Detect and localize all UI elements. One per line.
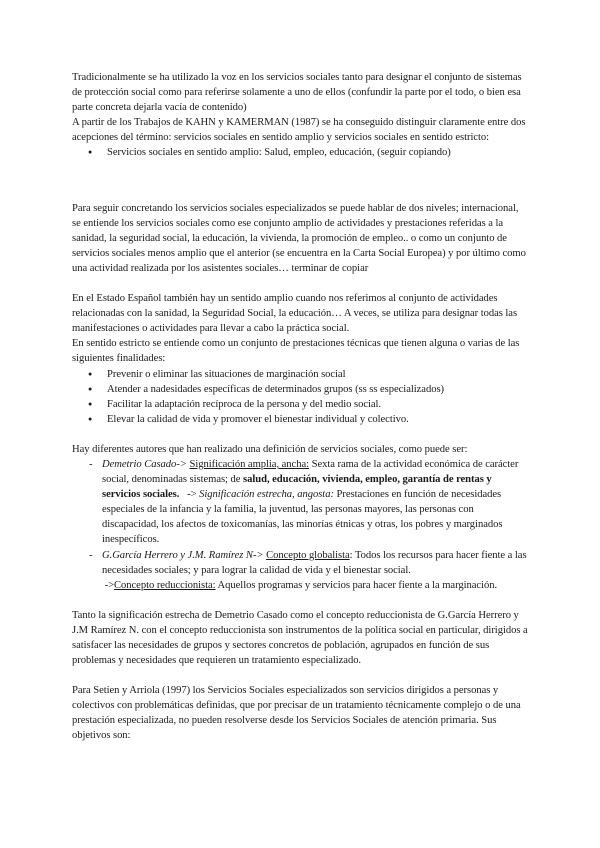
list-item: ● Prevenir o eliminar las situaciones de marginación social: [72, 367, 528, 382]
term-label: Concepto globalista: [266, 549, 350, 561]
author-name: Demetrio Casado->: [102, 458, 187, 470]
spacer: [72, 427, 528, 442]
definition-text: Sexta rama de la actividad económica de carácter social, denominadas sistemas; de: [102, 458, 519, 486]
list-item: ● Servicios sociales en sentido amplio: Salud, empleo, educación, (seguir copiando): [72, 145, 528, 160]
arrow-text: ->: [179, 489, 200, 501]
dash-list-autores: [72, 457, 528, 593]
spacer: [72, 668, 528, 683]
bullet-list-1: [72, 145, 528, 160]
definition-text: : Todos los recursos para hacer fiente a las necesidades sociales; y para lograr la calidad de vida y el bienestar social.: [102, 549, 527, 576]
term-label: Significación estrecha, angosta:: [199, 489, 334, 501]
term-label: Concepto reduccionista:: [114, 579, 216, 591]
arrow-text: ->: [102, 579, 115, 591]
definition-text: Prestaciones en función de necesidades especiales de la infancia y la familia, la juventud, las personas mayores, las personas con discapacidad, los afectos de toxicomanías, las minorías étnicas y otras, los pobres y marginados inespecíficos.: [102, 489, 503, 546]
spacer: [72, 161, 528, 201]
paragraph-intro: Tradicionalmente se ha utilizado la voz en los servicios sociales tanto para designar el conjunto de sistemas de protección social como para referirse solamente a uno de ellos (confundir la parte por el todo, o bien esa parte concreta dejarla vacía de contenido): [72, 72, 522, 114]
list-item: ● Atender a nadesidades específicas de determinados grupos (ss ss especializados): [72, 382, 528, 397]
list-item-demetrio-casado: [72, 457, 528, 548]
author-name: G.García Herrero y J.M. Ramírez N->: [102, 549, 264, 561]
paragraph-autores: Hay diferentes autores que han realizado una definición de servicios sociales, como puede ser:: [72, 443, 468, 455]
paragraph-sentido-estricto: En sentido estricto se entiende como un conjunto de prestaciones técnicas que tienen alguna o varias de las siguientes finalidades:: [72, 338, 520, 365]
list-item: ● Facilitar la adaptación recíproca de la persona y del medio social.: [72, 397, 528, 412]
document-page: [72, 70, 528, 744]
bullet-list-finalidades: [72, 367, 528, 427]
paragraph-significacion: Tanto la significación estrecha de Demetrio Casado como el concepto reduccionista de G.García Herrero y J.M Ramírez N. con el concepto reduccionista son instrumentos de la política social en particular, dirigidos a satisfacer las necesidades de grupos y sectores concretos de población, agrupados en función de sus problemas y necesidades que requieren un tratamiento especializado.: [72, 609, 528, 667]
paragraph-setien-arriola: Para Setien y Arriola (1997) los Servicios Sociales especializados son servicios dirigidos a personas y colectivos con problemáticas definidas, que por precisar de un tratamiento técnicamente complejo o de una prestación especializada, no pueden resolverse desde los Servicios Sociales de atención primaria. Sus objetivos son:: [72, 685, 521, 742]
paragraph-estado-espanol: En el Estado Español también hay un sentido amplio cuando nos referimos al conjunto de actividades relacionadas con la sanidad, la Seguridad Social, la educación… A veces, se utiliza para designar todas las manifestaciones o actividades para llevar a cabo la práctica social.: [72, 293, 518, 335]
paragraph-kahn-kamerman: A partir de los Trabajos de KAHN y KAMERMAN (1987) se ha conseguido distinguir claramente entre dos acepciones del término: servicios sociales en sentido amplio y servicios sociales en sentido estricto:: [72, 117, 526, 144]
list-item-garcia-herrero: [72, 548, 528, 593]
bold-text: salud, educación, vivienda, empleo, garantía de rentas y servicios sociales.: [102, 474, 492, 501]
spacer: [72, 593, 528, 608]
spacer: [72, 276, 528, 291]
term-label: Significación amplia, ancha:: [189, 458, 309, 470]
list-item: ● Elevar la calidad de vida y promover el bienestar individual y colectivo.: [72, 412, 528, 427]
paragraph-niveles: Para seguir concretando los servicios sociales especializados se puede hablar de dos niveles; internacional, se entiende los servicios sociales como ese conjunto amplio de actividades y prestaciones referidas a la sanidad, la seguridad social, la educación, la vivienda, la promoción de empleo.. o como un conjunto de servicios sociales menos amplio que el anterior (se encuentra en la Carta Social Europea) y por último como una actividad realizada por los asistentes sociales… terminar de copiar: [72, 202, 526, 274]
definition-text: Aquellos programas y servicios para hacer fiente a la marginación.: [215, 579, 498, 591]
